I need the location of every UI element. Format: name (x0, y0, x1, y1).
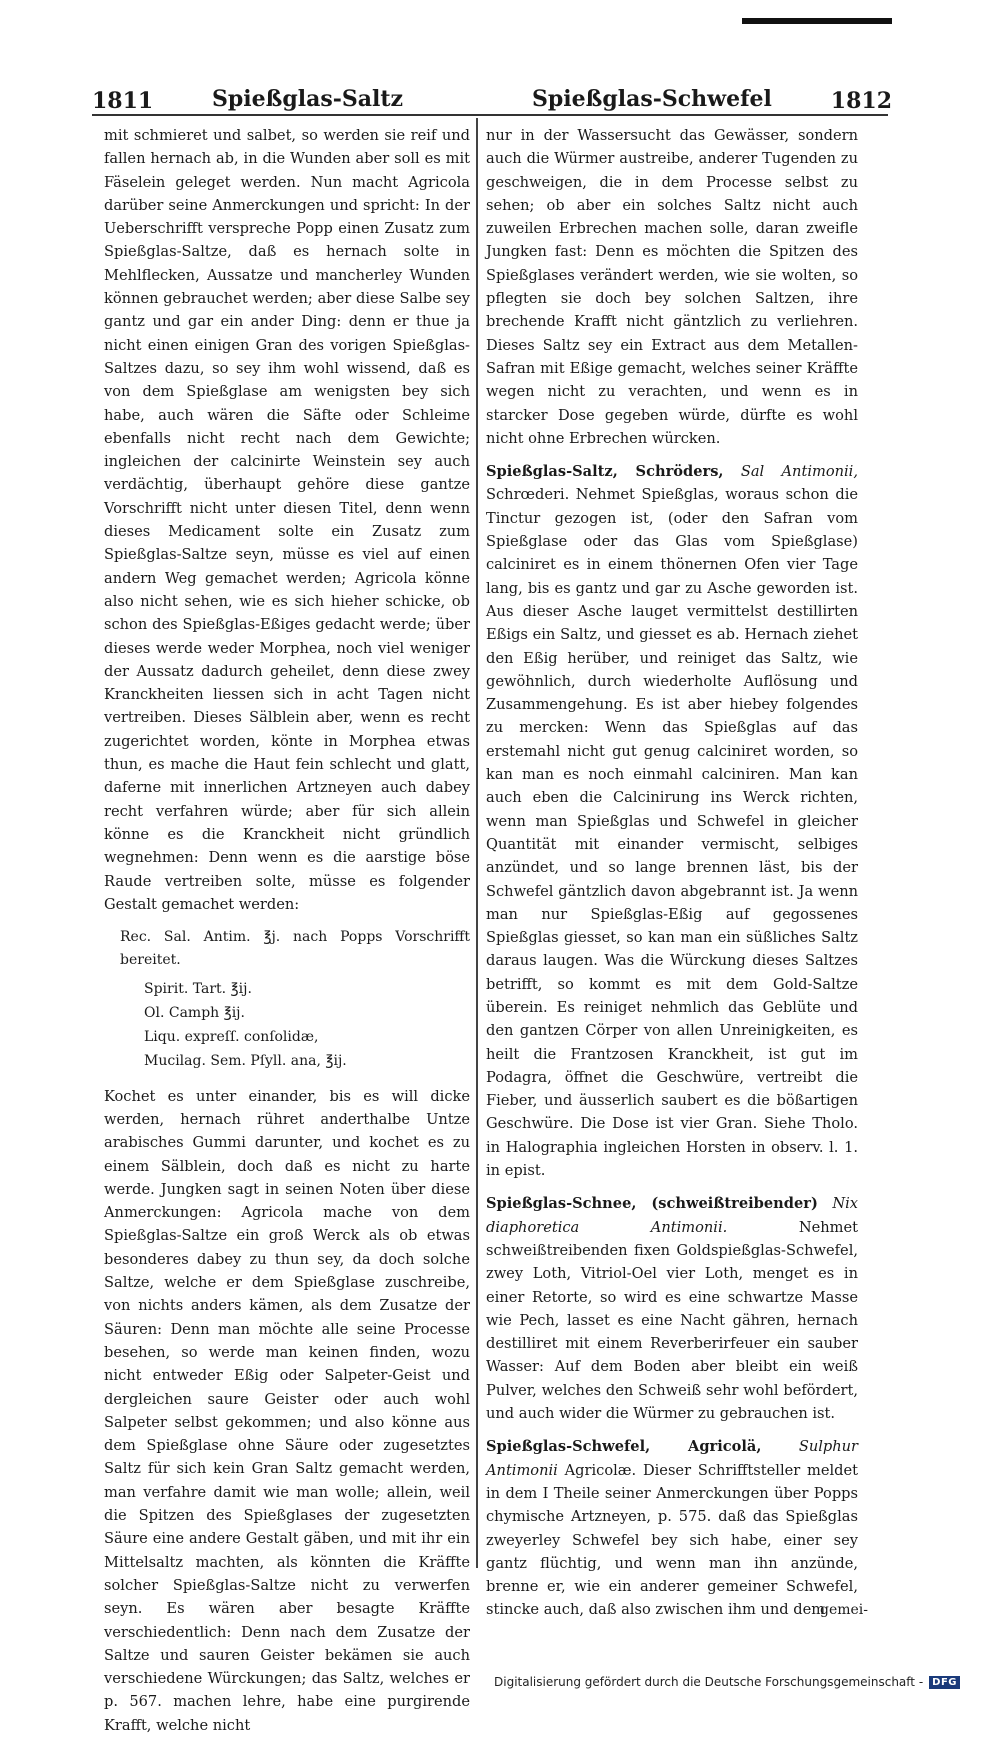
entry-latin-name: Nix diaphoretica Antimonii. (486, 1195, 858, 1236)
entry-spiessglas-schwefel (486, 1435, 858, 1621)
left-running-title: Spießglas-Saltz (212, 86, 404, 112)
column-divider (476, 118, 478, 1568)
page-header (92, 82, 892, 122)
entry-title: Spießglas-Schnee, (schweißtreibender) (486, 1195, 818, 1213)
recipe-line: Liqu. expreſſ. conſolidæ, (144, 1028, 319, 1045)
entry-title: Spießglas-Schwefel, Agricolä, (486, 1438, 762, 1456)
left-paragraph-1: mit schmieret und salbet, so werden sie reif und fallen hernach ab, in die Wunden aber soll es mit Fäselein geleget werden. Nun macht Agricola darüber seine Anmerckungen und spricht: In der Ueberschrifft verspreche Popp einen Zusatz zum Spießglas-Saltze, daß es hernach solte in Mehlflecken, Aussatze und mancherley Wunden können gebrauchet werden; aber diese Salbe sey gantz und gar ein ander Ding: denn er thue ja nicht einen einigen Gran des vorigen Spießglas-Saltzes dazu, so sey ihm wohl wissend, daß es von dem Spießglase am wenigsten bey sich habe, auch wären die Säfte oder Schleime ebenfalls nicht recht nach dem Gewichte; ingleichen der calcinirte Weinstein sey auch verdächtig, überhaupt gehöre diese gantze Vorschrifft nicht unter diesen Titel, denn wenn dieses Medicament solte ein Zusatz zum Spießglas-Saltze seyn, müsse es viel auf einen andern Weg gemachet werden; Agricola könne also nicht sehen, wie es sich hieher schicke, ob schon des Spießglas-Eßiges gedacht werde; über dieses werde weder Morphea, noch viel weniger der Aussatz dadurch geheilet, denn diese zwey Kranckheiten liessen sich in acht Tagen nicht vertreiben. Dieses Sälblein aber, wenn es recht zugerichtet worden, könte in Morphea etwas thun, es mache die Haut fein schlecht und glatt, daferne mit innerlichen Artzneyen auch dabey recht verfahren würde; aber für sich allein könne es die Kranckheit nicht gründlich wegnehmen: Denn wenn es die aarstige böse Raude vertreiben solte, müsse es folgender Gestalt gemachet werden: (104, 127, 470, 913)
left-column (104, 124, 470, 1747)
recipe-line: Mucilag. Sem. Pſyll. ana, ℥ij. (144, 1052, 347, 1069)
entry-latin-name: Sulphur Antimonii (486, 1438, 859, 1479)
left-page-number: 1811 (92, 88, 154, 114)
entry-spiessglas-schnee (486, 1192, 858, 1425)
top-ornament-rule (742, 18, 892, 24)
entry-title: Spießglas-Saltz, Schröders, (486, 463, 724, 481)
left-paragraph-2: Kochet es unter einander, bis es will dicke werden, hernach rühret anderthalbe Untze arabisches Gummi darunter, und kochet es zu einem Sälblein, doch daß es nicht zu harte werde. Jungken sagt in seinen Noten über diese Anmerckungen: Agricola mache von dem Spießglas-Saltze ein groß Werck als ob etwas besonderes dabey zu thun sey, da doch solche Saltze, welche er dem Spießglase zuschreibe, von nichts anders kämen, als dem Zusatze der Säuren: Denn man möchte alle seine Processe besehen, so werde man keinen finden, wozu nicht entweder Eßig oder Salpeter-Geist und dergleichen saure Geister oder auch wohl Salpeter selbst gekommen; und also könne aus dem Spießglase ohne Säure oder zugesetztes Saltz für sich kein Gran Saltz gemacht werden, man verfahre damit wie man wolle; allein, weil die Spitzen des Spießglases der zugesetzten Säure eine andere Gestalt gäben, und mit ihr ein Mittelsaltz machten, als könnten die Kräffte solcher Spießglas-Saltze nicht zu verwerfen seyn. Es wären aber besagte Kräffte verschiedentlich: Denn nach dem Zusatze der Saltze und sauren Geister bekämen sie auch verschiedene Würckungen; das Saltz, welches er p. 567. machen lehre, habe eine purgirende Krafft, welche nicht (104, 1087, 470, 1734)
dfg-logo: DFG (929, 1676, 960, 1689)
catchword: gemei- (820, 1602, 869, 1618)
entry-text: Nehmet schweißtreibenden fixen Goldspießglas-Schwefel, zwey Loth, Vitriol-Oel vier Loth, menget es in einer Retorte, so wird es eine schwartze Masse wie Pech, lasset es eine Nacht gähren, hernach destilliret mit einem Reverberirfeuer ein sauber Wasser: Auf dem Boden aber bleibt ein weiß Pulver, welches den Schweiß sehr wohl befördert, und auch wider die Würmer zu gebrauchen ist. (486, 1218, 858, 1423)
recipe-heading: Rec. Sal. Antim. ℥j. nach Popps Vorschrifft bereitet. (120, 929, 470, 969)
digitization-footer (494, 1675, 960, 1689)
right-column (486, 124, 858, 1622)
entry-text: Schrœderi. Nehmet Spießglas, woraus schon die Tinctur gezogen ist, (oder den Safran vom Spießglase oder das Glas vom Spießglase) calciniret es in einem thönernen Ofen vier Tage lang, bis es gantz und gar zu Asche geworden ist. Aus dieser Asche lauget vermittelst destillirten Eßigs ein Saltz, und giesset es ab. Hernach ziehet den Eßig herüber, und reiniget das Saltz, wie gewöhnlich, durch wiederholte Auflösung und Zusammengehung. Es ist aber hiebey folgendes zu mercken: Wenn das Spießglas auf das erstemahl nicht gut genug calciniret worden, so kan man es noch einmahl calciniren. Man kan auch eben die Calcinirung ins Werck richten, wenn man Spießglas und Schwefel in gleicher Quantität mit einander vermischt, selbiges anzündet, und so lange brennen läst, bis der Schwefel gäntzlich davon abgebrannt ist. Ja wenn man nur Spießglas-Eßig auf gegossenes Spießglas giesset, so kan man ein süßliches Saltz daraus laugen. Was die Würckung dieses Saltzes betrifft, so kommt es mit dem Gold-Saltze überein. Es reiniget nehmlich das Geblüte und den gantzen Cörper von allen Unreinigkeiten, es heilt die Frantzosen Kranckheit, ist gut im Podagra, öffnet die Geschwüre, vertreibt die Fieber, und äusserlich saubert es die bößartigen Geschwüre. Die Dose ist vier Gran. Siehe Tholo. in Halographia ingleichen Horsten in observ. l. 1. in epist. (486, 486, 858, 1180)
entry-latin-name: Sal Antimonii, (740, 463, 858, 481)
entry-spiessglas-saltz-schroeders (486, 460, 858, 1182)
entry-text: Agricolæ. Dieser Schrifftsteller meldet in dem I Theile seiner Anmerckungen über Popps chymische Artzneyen, p. 575. daß das Spießglas zweyerley Schwefel bey sich habe, einer sey gantz flüchtig, und wenn man ihn anzünde, brenne er, wie ein anderer gemeiner Schwefel, stincke auch, daß also zwischen ihm und dem (486, 1461, 858, 1619)
right-running-title: Spießglas-Schwefel (532, 86, 772, 112)
recipe-line: Spirit. Tart. ℥ij. (144, 980, 252, 997)
right-paragraph-1: nur in der Wassersucht das Gewässer, sondern auch die Würmer austreibe, anderer Tugenden zu geschweigen, die in dem Processe selbst zu sehen; ob aber ein solches Saltz nicht auch zuweilen Erbrechen machen solle, daran zweifle Jungken fast: Denn es möchten die Spitzen des Spießglases verändert werden, wie sie wolten, so pflegten sie doch bey solchen Saltzen, ihre brechende Krafft nicht gäntzlich zu verliehren. Dieses Saltz sey ein Extract aus dem Metallen-Safran mit Eßige gemacht, welches seiner Kräffte wegen nicht zu verachten, und wenn es in starcker Dose gegeben würde, dürfte es wohl nicht ohne Erbrechen würcken. (486, 127, 858, 447)
right-page-number: 1812 (830, 88, 892, 114)
recipe-line: Ol. Camph ℥ij. (144, 1004, 245, 1021)
header-rule (92, 114, 888, 116)
footer-text: Digitalisierung gefördert durch die Deutsche Forschungsgemeinschaft - (494, 1675, 924, 1689)
